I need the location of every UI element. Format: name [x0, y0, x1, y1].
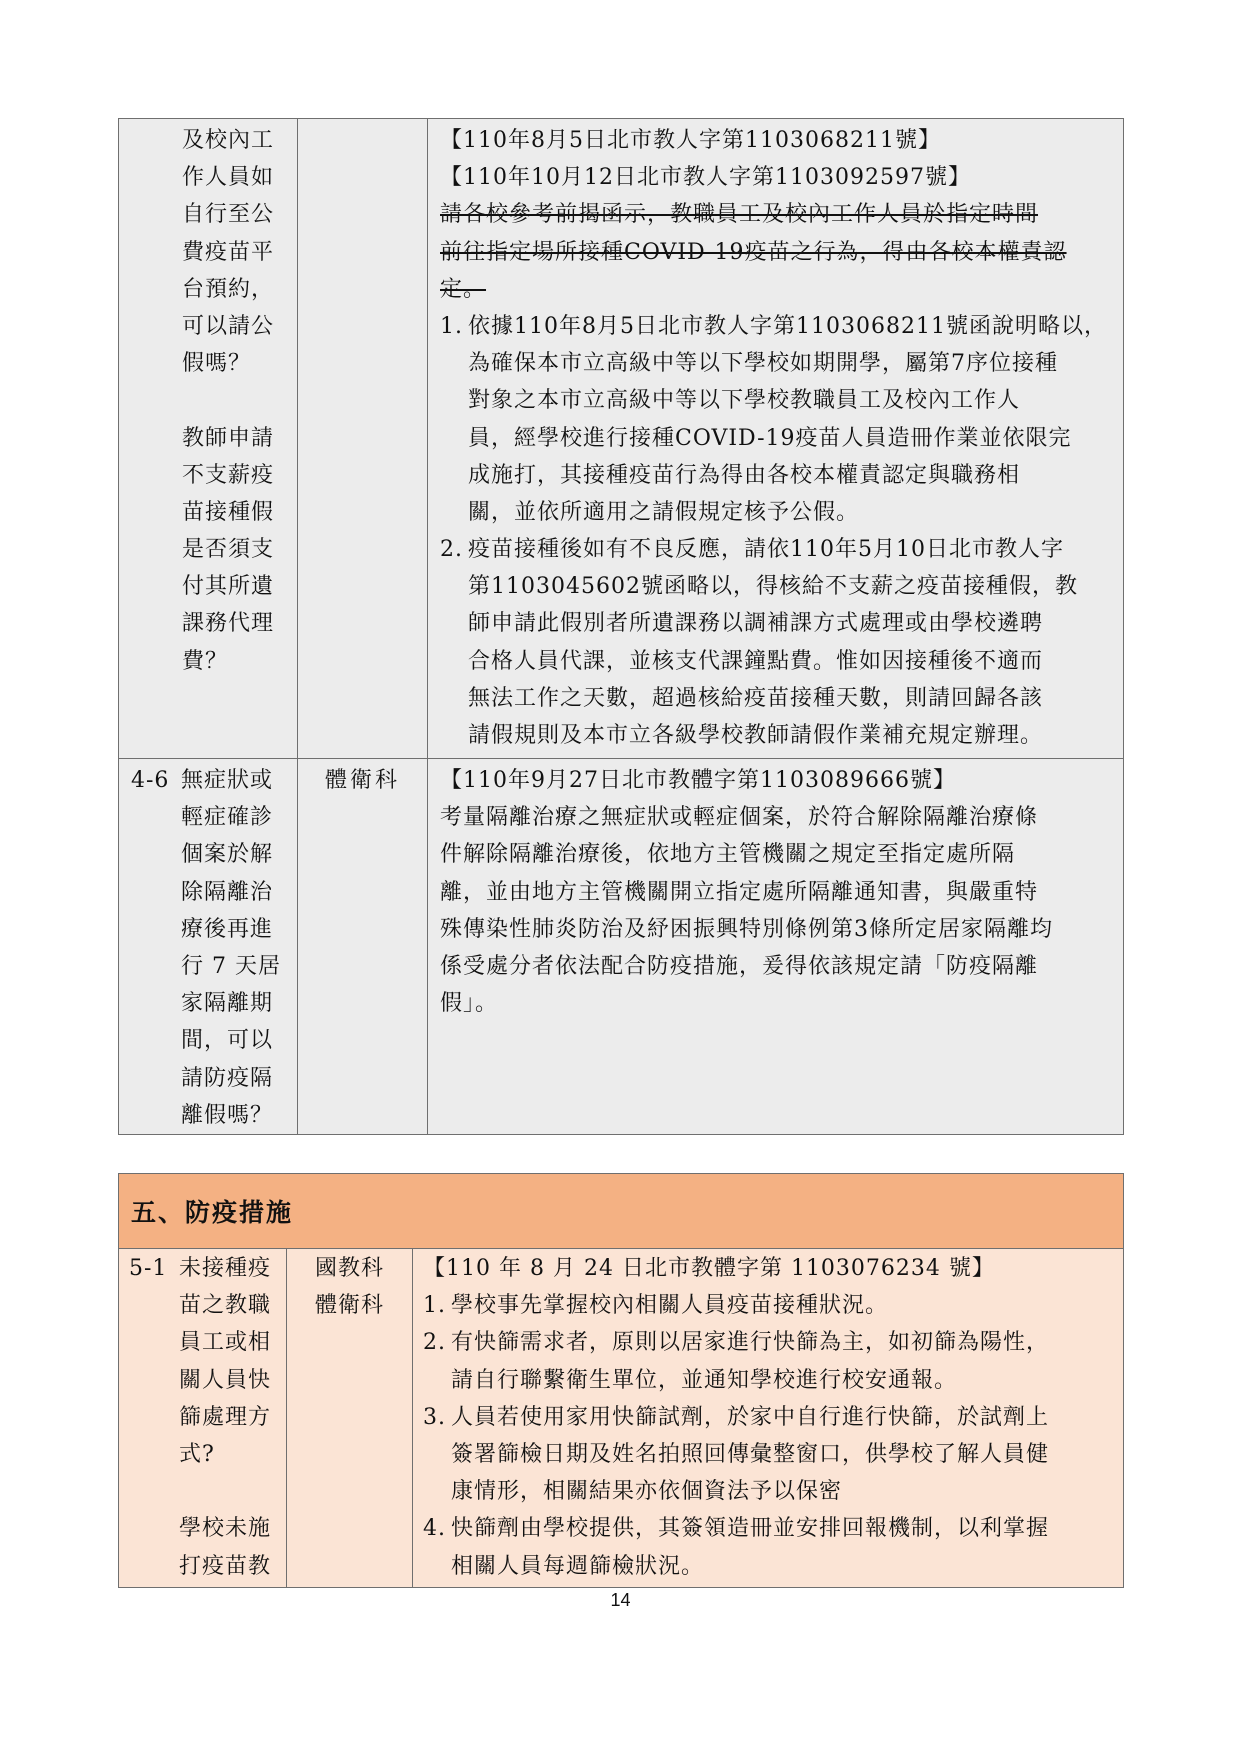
answer-cell [413, 1249, 1124, 1588]
answer-line: 【110年9月27日北市教體字第1103089666號】 [440, 768, 956, 793]
question-line [131, 985, 297, 1022]
faq-table-continued [118, 118, 1124, 1135]
question-line [129, 1548, 286, 1585]
list-number: 2. [440, 537, 463, 563]
answer-line [423, 1510, 1123, 1547]
answer-text: 人員若使用家用快篩試劑，於家中自行進行快篩，於試劑上 [451, 1404, 1050, 1430]
row-number: 5-1 [129, 1256, 168, 1281]
answer-line: 係受處分者依法配合防疫措施，爰得依該規定請「防疫隔離 [440, 953, 1039, 979]
question-text: 關人員快 [179, 1367, 272, 1393]
answer-text: 員，經學校進行接種COVID-19疫苗人員造冊作業並依限完 [468, 425, 1072, 451]
question-line: 不支薪疫 [182, 462, 275, 488]
question-text: 間，可以 [181, 1028, 274, 1054]
answer-line [440, 457, 1113, 494]
answer-line [423, 1399, 1123, 1436]
answer-line [423, 1250, 1123, 1287]
question-line: 費？ [182, 648, 229, 674]
question-line: 付其所遺 [182, 574, 275, 600]
question-line [129, 1287, 286, 1324]
list-number: 4. [423, 1516, 446, 1542]
question-line: 及校內工 [182, 128, 275, 153]
answer-line [440, 234, 1113, 271]
struck-text: 前往指定場所接種COVID-19疫苗之行為，得由各校本權責認 [440, 239, 1067, 265]
struck-text: 定。 [440, 276, 487, 302]
question-line [129, 1324, 286, 1361]
answer-line [440, 345, 1113, 382]
question-text: 式? [179, 1441, 215, 1467]
answer-line: 殊傳染性肺炎防治及紓困振興特別條例第3條所定居家隔離均 [440, 916, 1053, 942]
question-line [131, 874, 297, 911]
answer-text: 請假規則及本市立各級學校教師請假作業補充規定辦理。 [468, 723, 1044, 748]
answer-line [423, 1287, 1123, 1324]
answer-line [423, 1473, 1123, 1510]
answer-line: 離，並由地方主管機關開立指定處所隔離通知書，與嚴重特 [440, 879, 1039, 905]
answer-text: 相關人員每週篩檢狀況。 [451, 1553, 705, 1579]
answer-line [440, 680, 1113, 717]
answer-text: 學校事先掌握校內相關人員疫苗接種狀況。 [451, 1293, 889, 1319]
answer-line [440, 605, 1113, 642]
answer-line [440, 159, 1113, 196]
answer-text: 為確保本市立高級中等以下學校如期開學，屬第7序位接種 [468, 351, 1058, 377]
answer-line [423, 1362, 1123, 1399]
answer-text: 【110年8月5日北市教人字第1103068211號】 [440, 128, 941, 153]
unit-cell [287, 1249, 413, 1588]
answer-cell [428, 759, 1124, 1135]
question-line: 台預約， [182, 276, 275, 302]
section-title: 五、防疫措施 [131, 1198, 294, 1227]
question-text: 請防疫隔 [181, 1065, 274, 1091]
list-number: 3. [423, 1404, 446, 1430]
question-line [131, 948, 297, 985]
page-number: 14 [610, 1590, 631, 1610]
question-line: 可以請公 [182, 313, 275, 339]
answer-line [440, 196, 1113, 233]
answer-line [440, 494, 1113, 531]
question-cell [119, 119, 298, 759]
question-text: 未接種疫 [179, 1256, 272, 1281]
unit-label: 體衛科 [324, 768, 400, 793]
unit-cell [298, 119, 428, 759]
question-line [129, 1436, 286, 1473]
section-header [119, 1174, 1124, 1249]
question-cell [119, 1249, 287, 1588]
question-text: 學校未施 [179, 1516, 272, 1542]
question-text: 篩處理方 [179, 1404, 272, 1430]
question-line: 費疫苗平 [182, 239, 275, 265]
unit-label: 體衛科 [314, 1293, 384, 1319]
question-line [131, 1097, 297, 1134]
answer-line [440, 420, 1113, 457]
question-line [129, 1399, 286, 1436]
answer-line [440, 531, 1113, 568]
question-text: 打疫苗教 [179, 1553, 272, 1579]
question-line [129, 1362, 286, 1399]
answer-text: 關，並依所適用之請假規定核予公假。 [468, 499, 860, 525]
section-5-table [118, 1173, 1124, 1588]
question-line [182, 382, 297, 419]
question-text: 個案於解 [181, 842, 274, 868]
question-line [131, 836, 297, 873]
answer-line: 考量隔離治療之無症狀或輕症個案，於符合解除隔離治療條 [440, 805, 1039, 831]
table-row-5-1 [119, 1249, 1124, 1588]
answer-text: 有快篩需求者，原則以居家進行快篩為主，如初篩為陽性， [451, 1330, 1050, 1356]
answer-text: 簽署篩檢日期及姓名拍照回傳彙整窗口，供學校了解人員健 [451, 1441, 1050, 1467]
answer-text: 【110年10月12日北市教人字第1103092597號】 [440, 165, 971, 191]
question-line [131, 911, 297, 948]
question-text: 療後再進 [181, 916, 274, 942]
answer-text: 依據110年8月5日北市教人字第1103068211號函說明略以， [468, 313, 1107, 339]
section-header-row [119, 1174, 1124, 1249]
question-text: 無症狀或 [181, 768, 274, 793]
question-cell [119, 759, 298, 1135]
answer-line [440, 271, 1113, 308]
question-text: 行 7 天居 [181, 953, 281, 979]
question-line [131, 1022, 297, 1059]
answer-text: 第1103045602號函略以，得核給不支薪之疫苗接種假，教 [468, 574, 1078, 600]
question-line [131, 799, 297, 836]
list-number: 2. [423, 1330, 446, 1356]
answer-line [440, 382, 1113, 419]
answer-text: 康情形，相關結果亦依個資法予以保密 [451, 1479, 843, 1505]
list-number: 1. [440, 313, 463, 339]
question-text: 苗之教職 [179, 1293, 272, 1319]
question-line [129, 1250, 286, 1287]
answer-line [440, 122, 1113, 159]
answer-text: 【110 年 8 月 24 日北市教體字第 1103076234 號】 [423, 1256, 995, 1281]
answer-line: 假」。 [440, 991, 499, 1017]
answer-line: 件解除隔離治療後，依地方主管機關之規定至指定處所隔 [440, 842, 1016, 868]
table-row-4-5 [119, 119, 1124, 759]
table-row-4-6 [119, 759, 1124, 1135]
answer-line [423, 1436, 1123, 1473]
question-line [129, 1510, 286, 1547]
answer-line [423, 1324, 1123, 1361]
question-text: 輕症確診 [181, 805, 274, 831]
answer-text: 成施打，其接種疫苗行為得由各校本權責認定與職務相 [468, 462, 1021, 488]
question-text: 家隔離期 [181, 991, 274, 1017]
answer-line [423, 1548, 1123, 1585]
answer-line [440, 717, 1113, 754]
answer-line [440, 308, 1113, 345]
unit-cell [298, 759, 428, 1135]
answer-line [440, 643, 1113, 680]
answer-text: 請自行聯繫衛生單位，並通知學校進行校安通報。 [451, 1367, 958, 1393]
answer-text: 快篩劑由學校提供，其簽領造冊並安排回報機制，以利掌握 [451, 1516, 1050, 1542]
question-text: 離假嗎？ [181, 1102, 274, 1128]
question-line [131, 762, 297, 799]
question-line: 教師申請 [182, 425, 275, 451]
answer-cell [428, 119, 1124, 759]
question-line: 自行至公 [182, 202, 275, 228]
question-text [179, 1479, 187, 1504]
answer-text: 師申請此假別者所遺課務以調補課方式處理或由學校遴聘 [468, 611, 1044, 637]
answer-text: 無法工作之天數，超過核給疫苗接種天數，則請回歸各該 [468, 685, 1044, 711]
question-text: 員工或相 [179, 1330, 272, 1356]
unit-label [298, 119, 427, 159]
question-line [131, 1060, 297, 1097]
struck-text: 請各校參考前揭函示，教職員工及校內工作人員於指定時間 [440, 202, 1039, 228]
question-line: 假嗎？ [182, 351, 252, 377]
answer-text: 疫苗接種後如有不良反應，請依110年5月10日北市教人字 [468, 537, 1064, 563]
answer-text: 合格人員代課，並核支代課鐘點費。惟如因接種後不適而 [468, 648, 1044, 674]
unit-label: 國教科 [314, 1256, 384, 1281]
list-number: 1. [423, 1293, 446, 1319]
question-text: 除隔離治 [181, 879, 274, 905]
question-line: 苗接種假 [182, 499, 275, 525]
question-line: 是否須支 [182, 537, 275, 563]
question-line: 作人員如 [182, 165, 275, 191]
question-line: 課務代理 [182, 611, 275, 637]
question-line [129, 1473, 286, 1510]
answer-line [440, 568, 1113, 605]
row-number: 4-6 [131, 768, 170, 793]
answer-text: 對象之本市立高級中等以下學校教職員工及校內工作人 [468, 388, 1021, 414]
